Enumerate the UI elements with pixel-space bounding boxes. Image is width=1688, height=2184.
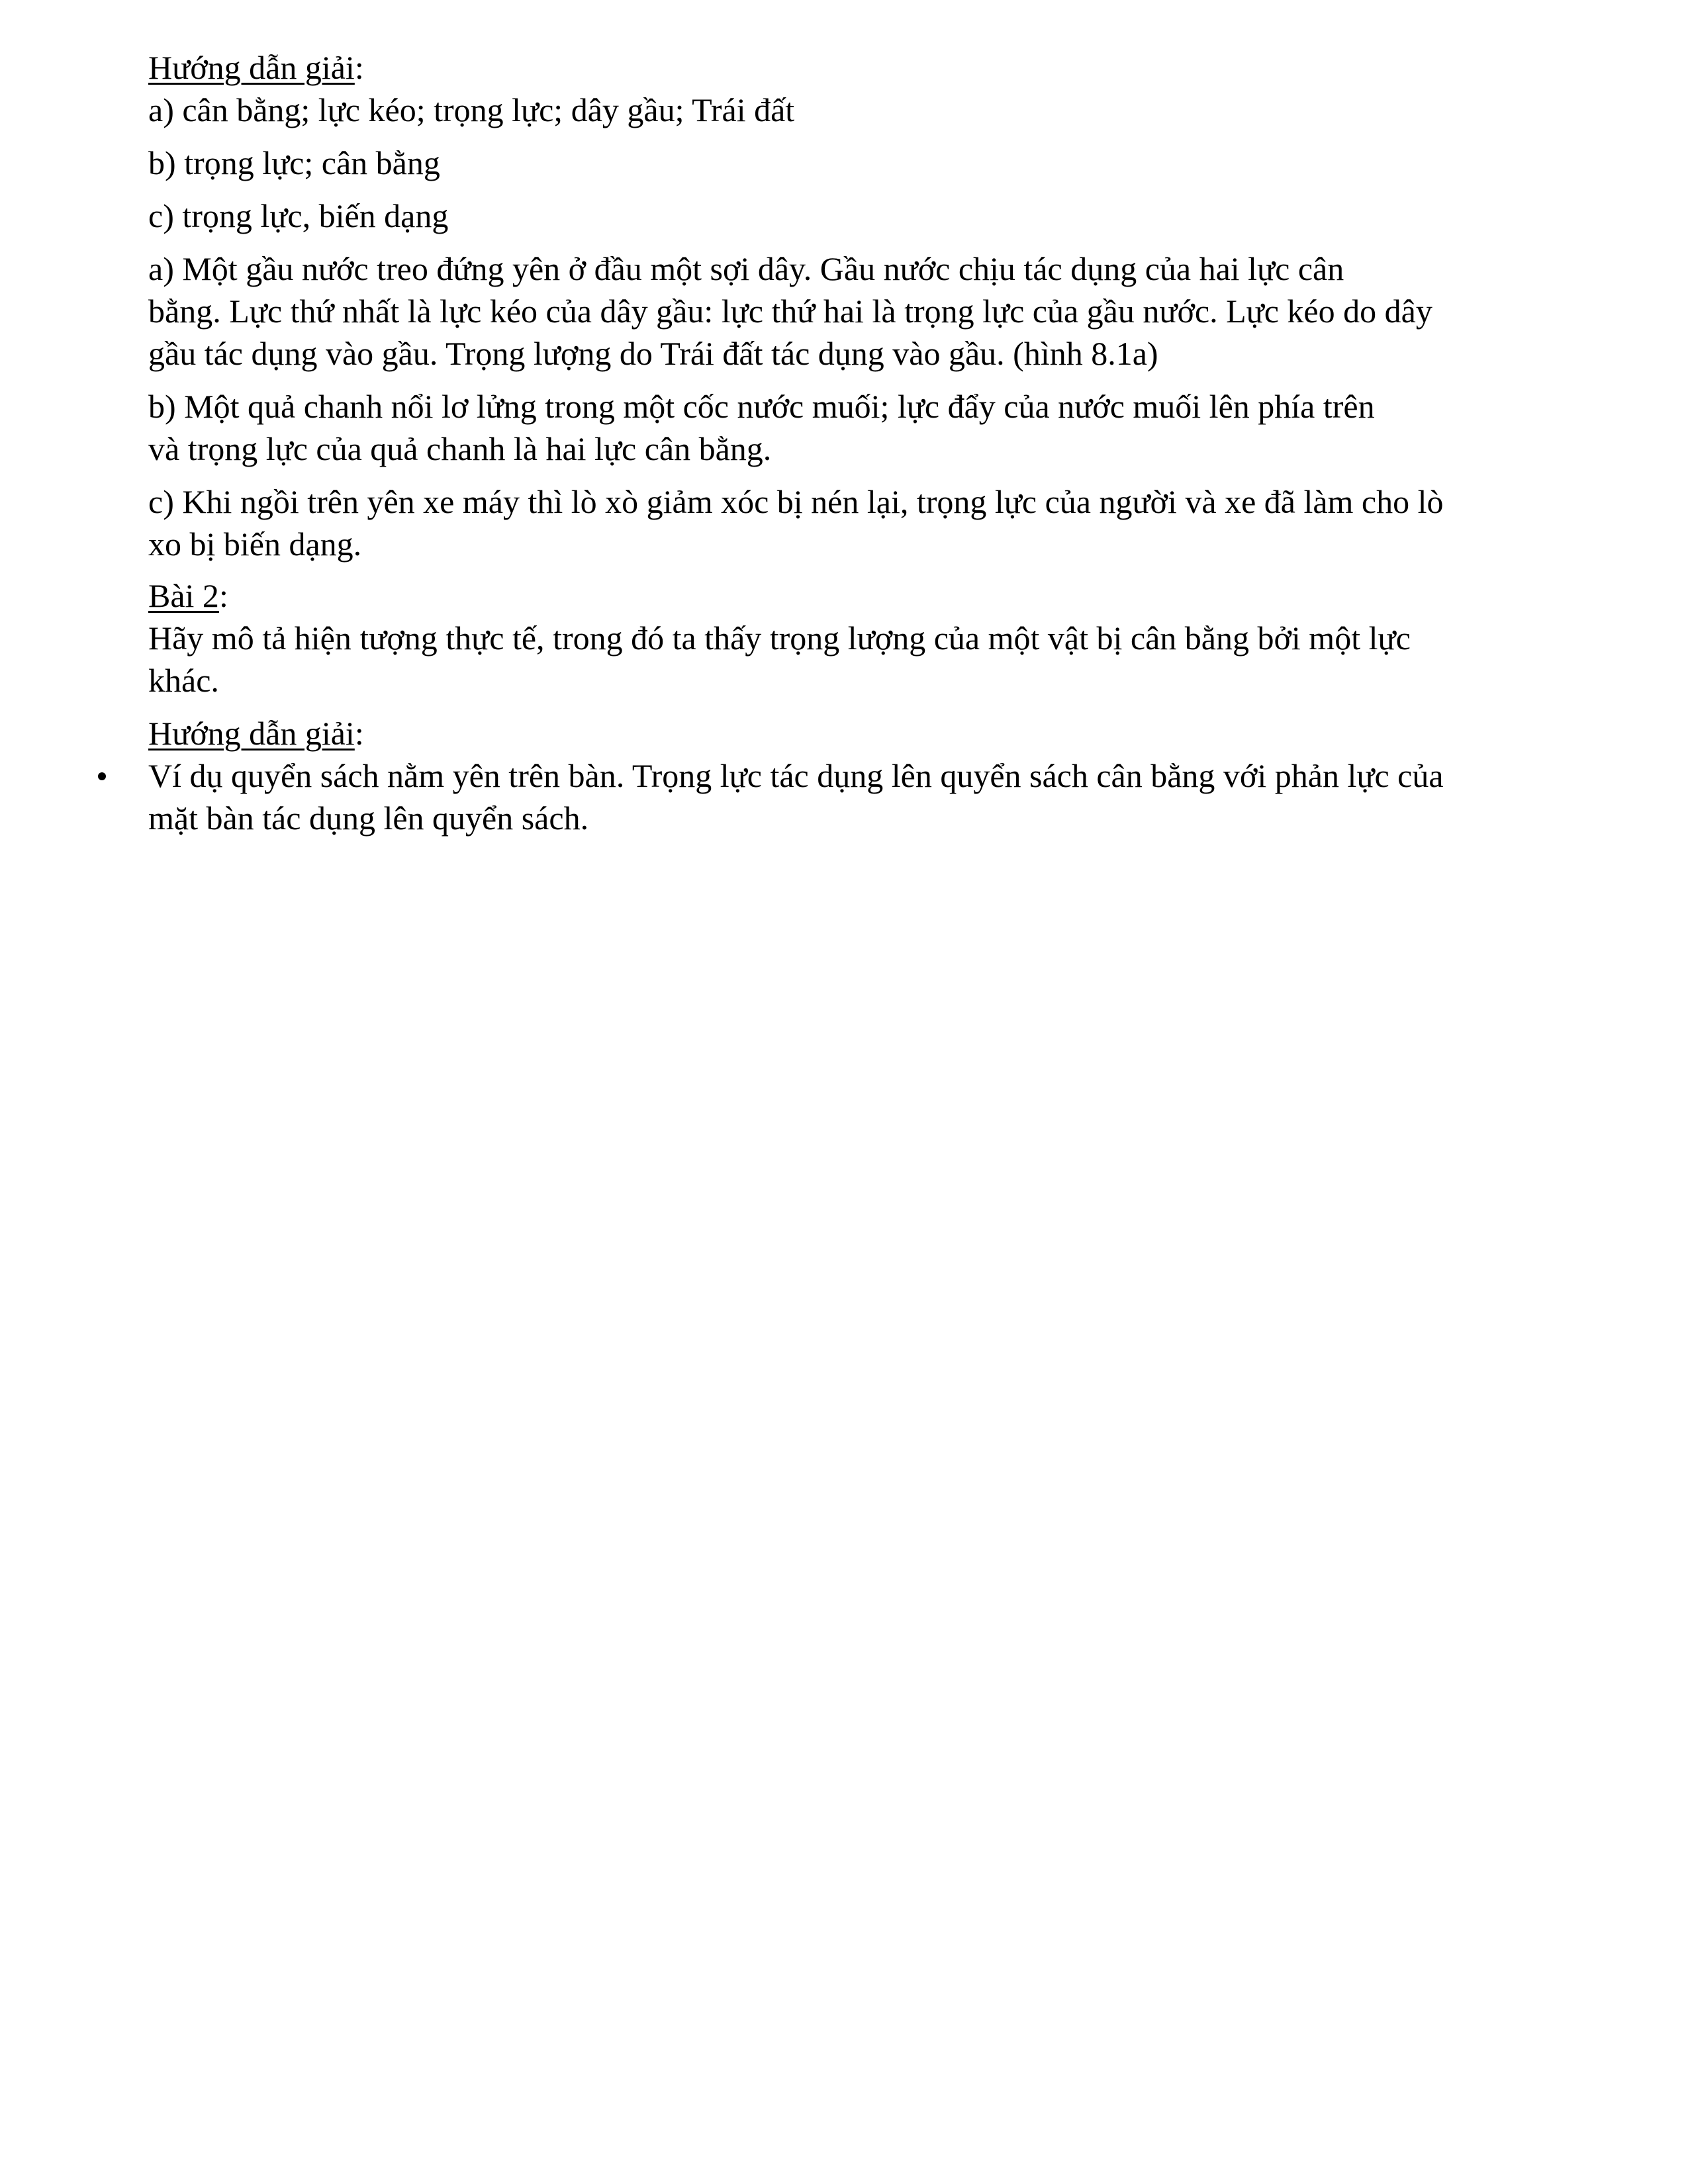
answer-c: c) trọng lực, biến dạng [148, 197, 449, 234]
bullet-line: mặt bàn tác dụng lên quyển sách. [148, 799, 589, 837]
exercise-title-colon: : [218, 577, 228, 614]
question-line: khác. [148, 662, 219, 699]
explanation-c [148, 480, 1558, 565]
section2-heading [148, 712, 1558, 754]
explanation-a-line: bằng. Lực thứ nhất là lực kéo của dây gầu: lực thứ hai là trọng lực của gầu nước. Lực kéo do dây [148, 293, 1432, 330]
exercise-question [148, 617, 1558, 702]
explanation-a-line: a) Một gầu nước treo đứng yên ở đầu một sợi dây. Gầu nước chịu tác dụng của hai lực cân [148, 250, 1344, 287]
document-body [148, 46, 1558, 839]
heading-colon: : [354, 49, 364, 86]
bullet-line: Ví dụ quyển sách nằm yên trên bàn. Trọng lực tác dụng lên quyển sách cân bằng với phản lực của [148, 757, 1444, 794]
explanation-c-line: c) Khi ngồi trên yên xe máy thì lò xò giảm xóc bị nén lại, trọng lực của người và xe đã làm cho lò [148, 483, 1444, 520]
explanation-b-line: b) Một quả chanh nổi lơ lửng trong một cốc nước muối; lực đẩy của nước muối lên phía trên [148, 388, 1375, 425]
answer-b: b) trọng lực; cân bằng [148, 144, 440, 181]
heading-text: Hướng dẫn giải [148, 49, 355, 86]
answer-a: a) cân bằng; lực kéo; trọng lực; dây gầu; Trái đất [148, 91, 795, 128]
explanation-b-line: và trọng lực của quả chanh là hai lực cân bằng. [148, 430, 772, 467]
heading-text: Hướng dẫn giải [148, 715, 355, 752]
bullet-icon [98, 772, 106, 780]
explanation-a-line: gầu tác dụng vào gầu. Trọng lượng do Trái đất tác dụng vào gầu. (hình 8.1a) [148, 335, 1158, 372]
explanation-a [148, 248, 1558, 375]
explanation-b [148, 385, 1558, 470]
bullet-item [148, 754, 1558, 839]
heading-colon: : [354, 715, 364, 752]
exercise-title [148, 574, 1558, 617]
question-line: Hãy mô tả hiện tượng thực tế, trong đó ta thấy trọng lượng của một vật bị cân bằng bởi một lực [148, 619, 1411, 657]
section1-heading [148, 46, 1558, 89]
explanation-c-line: xo bị biến dạng. [148, 525, 362, 563]
exercise-title-text: Bài 2 [148, 577, 219, 614]
